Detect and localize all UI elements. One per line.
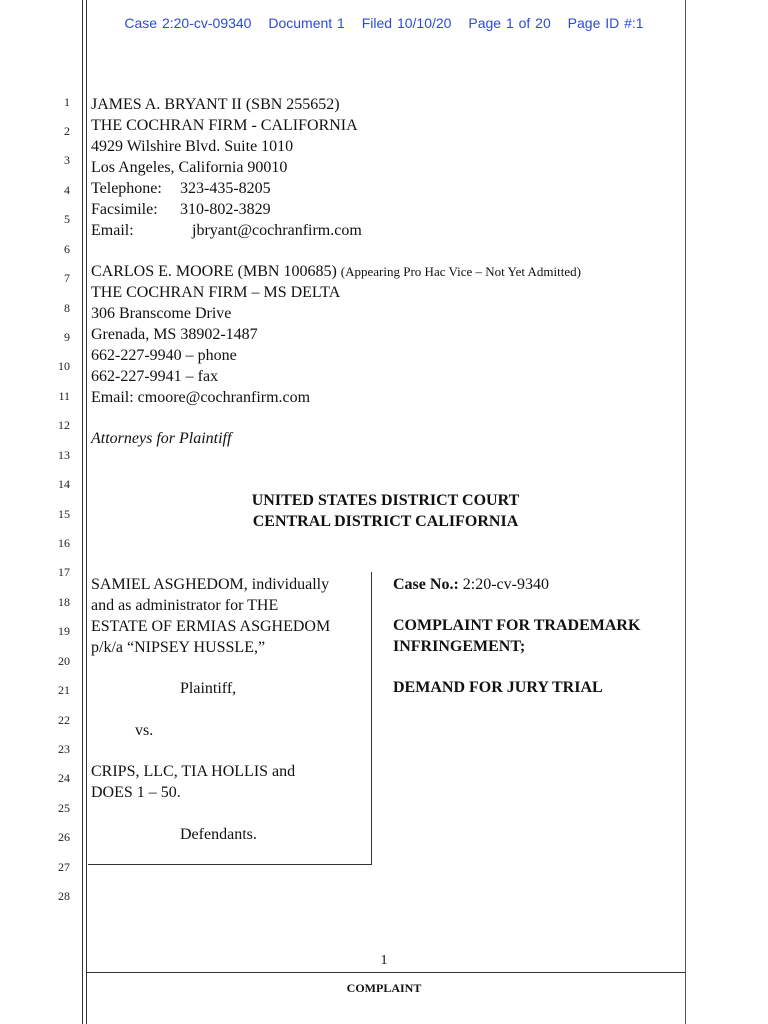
plaintiff-line: and as administrator for THE	[91, 597, 279, 614]
plaintiff-line: p/k/a “NIPSEY HUSSLE,”	[91, 639, 266, 656]
line-number: 19	[58, 624, 70, 638]
attorney-name: JAMES A. BRYANT II (SBN 255652)	[91, 96, 340, 113]
line-number: 26	[58, 830, 70, 844]
line-number: 14	[58, 477, 70, 491]
attorney-firm: THE COCHRAN FIRM – MS DELTA	[91, 284, 341, 301]
line-number: 24	[58, 771, 70, 785]
line-number: 4	[64, 183, 70, 197]
line-number: 1	[64, 95, 70, 109]
jury-demand: DEMAND FOR JURY TRIAL	[393, 679, 603, 696]
plaintiff-line: SAMIEL ASGHEDOM, individually	[91, 576, 330, 593]
attorney-fax: 662-227-9941 – fax	[91, 368, 219, 385]
case-number-label: Case No.:	[393, 576, 459, 593]
fax-label: Facsimile:	[91, 201, 158, 218]
filing-stamp	[0, 15, 768, 31]
pro-hac-vice-note: (Appearing Pro Hac Vice – Not Yet Admitted)	[340, 264, 581, 279]
line-number: 18	[58, 595, 70, 609]
line-number: 11	[58, 389, 70, 403]
email-label: Email:	[91, 222, 134, 239]
line-number: 13	[58, 448, 70, 462]
plaintiff-label: Plaintiff,	[180, 680, 237, 697]
line-number: 16	[58, 536, 70, 550]
line-number: 7	[64, 271, 70, 285]
telephone-label: Telephone:	[91, 180, 162, 197]
line-number: 12	[58, 418, 70, 432]
attorney-email: Email: cmoore@cochranfirm.com	[91, 389, 311, 406]
line-number: 5	[64, 212, 70, 226]
line-number: 20	[58, 654, 70, 668]
attorney-address-2: Grenada, MS 38902-1487	[91, 326, 258, 343]
line-number: 23	[58, 742, 70, 756]
attorney-address-2: Los Angeles, California 90010	[91, 159, 288, 176]
defendant-label: Defendants.	[180, 826, 257, 843]
court-district: CENTRAL DISTRICT CALIFORNIA	[252, 513, 519, 530]
defendant-line: CRIPS, LLC, TIA HOLLIS and	[91, 763, 296, 780]
attorney-address-1: 4929 Wilshire Blvd. Suite 1010	[91, 138, 294, 155]
fax-value: 310-802-3829	[180, 201, 271, 218]
line-number: 6	[64, 242, 70, 256]
footer-title: COMPLAINT	[346, 981, 422, 995]
case-number-value: 2:20-cv-9340	[462, 576, 549, 593]
email-value: jbryant@cochranfirm.com	[192, 222, 362, 239]
versus: vs.	[135, 722, 154, 739]
attorneys-for: Attorneys for Plaintiff	[91, 430, 232, 447]
attorney-name-text: CARLOS E. MOORE (MBN 100685)	[91, 263, 337, 280]
defendant-line: DOES 1 – 50.	[91, 784, 181, 801]
plaintiff-line: ESTATE OF ERMIAS ASGHEDOM	[91, 618, 331, 635]
line-number: 21	[58, 683, 70, 697]
stamp-page-id: Page ID #:1	[567, 15, 644, 31]
page-number: 1	[380, 953, 388, 968]
line-number: 28	[58, 889, 70, 903]
attorney-name	[91, 261, 581, 282]
line-number: 15	[58, 507, 70, 521]
footer-rule	[86, 972, 685, 973]
case-number	[393, 574, 549, 595]
line-number: 22	[58, 713, 70, 727]
pleading-rule-left	[82, 0, 83, 1024]
stamp-filed: Filed 10/10/20	[361, 15, 452, 31]
telephone-value: 323-435-8205	[180, 180, 271, 197]
line-number: 17	[58, 565, 70, 579]
stamp-case: Case 2:20-cv-09340	[124, 15, 252, 31]
court-name: UNITED STATES DISTRICT COURT	[251, 492, 520, 509]
pleading-rule-right	[685, 0, 686, 1024]
attorney-firm: THE COCHRAN FIRM - CALIFORNIA	[91, 117, 358, 134]
line-number: 2	[64, 124, 70, 138]
line-number: 3	[64, 153, 70, 167]
stamp-page: Page 1 of 20	[468, 15, 551, 31]
attorney-address-1: 306 Branscome Drive	[91, 305, 232, 322]
attorney-phone: 662-227-9940 – phone	[91, 347, 237, 364]
line-number: 8	[64, 301, 70, 315]
line-number: 27	[58, 860, 70, 874]
line-number: 9	[64, 330, 70, 344]
complaint-title-1: COMPLAINT FOR TRADEMARK	[393, 617, 641, 634]
line-number: 25	[58, 801, 70, 815]
line-number: 10	[58, 359, 70, 373]
complaint-title-2: INFRINGEMENT;	[393, 638, 526, 655]
stamp-document: Document 1	[268, 15, 345, 31]
